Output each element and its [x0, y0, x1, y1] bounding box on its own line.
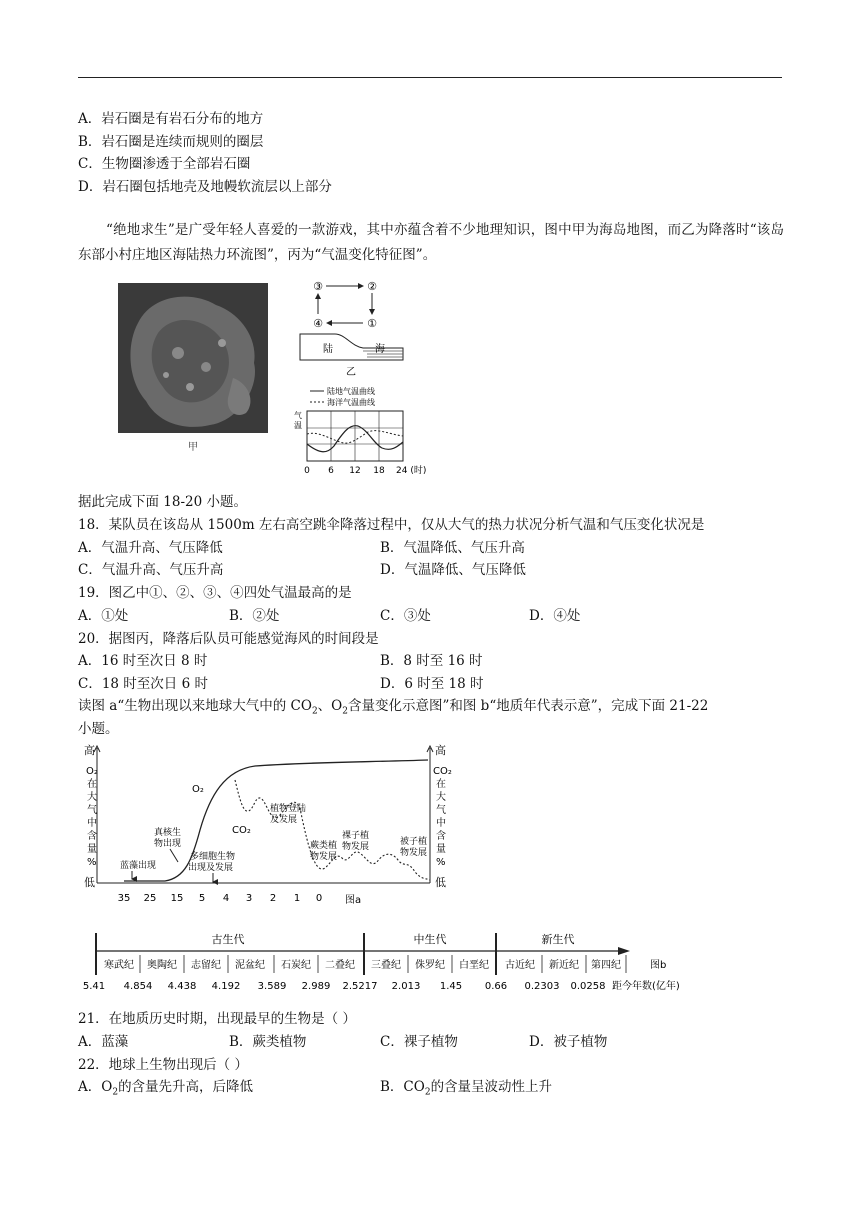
svg-text:裸子植: 裸子植: [342, 831, 370, 841]
point-1: ①: [367, 317, 377, 330]
svg-text:6: 6: [328, 466, 334, 476]
q17-option-d: D．岩石圈包括地壳及地幔软流层以上部分: [78, 179, 332, 195]
svg-text:3.589: 3.589: [257, 981, 287, 992]
q18-stem: 18．某队员在该岛从 1500m 左右高空跳伞降落过程中，仅从大气的热力状况分析气温和气压变化状况是: [78, 517, 705, 533]
y-label-1: 气: [294, 411, 302, 420]
figure-b-geologic-timescale: [78, 927, 698, 997]
svg-text:物发展: 物发展: [310, 852, 338, 862]
svg-text:寒武纪: 寒武纪: [104, 960, 134, 971]
figure-b-caption: 图b: [650, 960, 667, 971]
land-label: 陆: [323, 344, 333, 355]
co2-curve: [235, 780, 430, 880]
era-mesozoic: 中生代: [413, 933, 447, 946]
point-3: ③: [313, 280, 323, 293]
o2-label: O₂: [192, 784, 204, 795]
q20-option-b: B．8 时至 16 时: [380, 653, 483, 669]
figure-yi-label: 乙: [346, 367, 356, 378]
q19-option-a: A．①处: [78, 608, 129, 624]
svg-text:3: 3: [245, 893, 253, 904]
svg-text:18: 18: [373, 466, 385, 476]
figure-jia-label: 甲: [188, 442, 198, 453]
svg-text:25: 25: [143, 893, 157, 904]
svg-text:奥陶纪: 奥陶纪: [147, 960, 177, 971]
sea-label: 海: [375, 344, 385, 355]
svg-text:大: 大: [87, 792, 97, 803]
right-high: 高: [435, 744, 446, 757]
svg-text:出现及发展: 出现及发展: [188, 863, 234, 873]
svg-text:三叠纪: 三叠纪: [371, 960, 401, 971]
svg-text:侏罗纪: 侏罗纪: [415, 960, 445, 971]
legend-land: 陆地气温曲线: [327, 387, 375, 396]
right-low: 低: [435, 876, 446, 889]
svg-text:量: 量: [87, 844, 97, 855]
q20-option-a: A．16 时至次日 8 时: [78, 653, 208, 669]
svg-text:古近纪: 古近纪: [505, 960, 535, 971]
svg-text:2.989: 2.989: [301, 981, 331, 992]
svg-text:物发展: 物发展: [400, 848, 428, 858]
y-label-2: 温: [294, 421, 302, 430]
q21-stem: 21．在地质历史时期，出现最早的生物是（ ）: [78, 1011, 356, 1027]
svg-text:12: 12: [349, 466, 361, 476]
svg-text:新近纪: 新近纪: [549, 960, 579, 971]
svg-text:4: 4: [222, 893, 230, 904]
figure-b-axis-label: 距今年数(亿年): [612, 981, 680, 992]
svg-text:量: 量: [436, 844, 446, 855]
left-low: 低: [84, 876, 95, 889]
svg-text:及发展: 及发展: [270, 815, 298, 825]
point-2: ②: [367, 280, 377, 293]
figure-yi-circulation: [295, 278, 407, 378]
svg-text:被子植: 被子植: [400, 837, 428, 847]
svg-text:蕨类植: 蕨类植: [310, 841, 338, 851]
q19-option-d: D．④处: [529, 608, 581, 624]
svg-text:多细胞生物: 多细胞生物: [190, 852, 236, 862]
q20-stem: 20．据图丙，降落后队员可能感觉海风的时间段是: [78, 631, 379, 647]
svg-text:中: 中: [87, 818, 97, 829]
figure-a-caption: 图a: [345, 895, 362, 906]
q22-stem: 22．地球上生物出现后（ ）: [78, 1057, 248, 1073]
intro-paragraph-1: “绝地求生”是广受年轻人喜爱的一款游戏，其中亦蕴含着不少地理知识，图中甲为海岛地图，而乙为降落时“该岛东部小村庄地区海陆热力环流图”，丙为“气温变化特征图”。: [78, 222, 784, 263]
figure-bing-temperature: [292, 386, 428, 478]
svg-text:O₂: O₂: [86, 766, 98, 777]
era-paleozoic: 古生代: [211, 933, 245, 946]
q21-option-a: A．蓝藻: [78, 1034, 129, 1050]
q19-option-b: B．②处: [229, 608, 280, 624]
svg-text:物出现: 物出现: [154, 839, 182, 849]
q18-option-a: A．气温升高、气压降低: [78, 540, 223, 556]
svg-text:15: 15: [170, 893, 184, 904]
q20-option-d: D．6 时至 18 时: [380, 676, 484, 692]
q17-option-c: C．生物圈渗透于全部岩石圈: [78, 156, 251, 172]
q18-option-b: B．气温降低、气压升高: [380, 540, 525, 556]
svg-text:志留纪: 志留纪: [191, 960, 221, 971]
lanzao-label: 蓝藻出现: [120, 861, 157, 871]
era-cenozoic: 新生代: [541, 933, 575, 946]
svg-text:含: 含: [436, 831, 446, 842]
q21-option-b: B．蕨类植物: [229, 1034, 307, 1050]
svg-text:含: 含: [87, 831, 97, 842]
svg-text:0.0258: 0.0258: [570, 981, 606, 992]
svg-text:气: 气: [436, 805, 446, 816]
intro-paragraph-2: 读图 a“生物出现以来地球大气中的 $CO_2$、$O_2$含量变化示意图”和图 b“地质年代表示意”，完成下面 21-22: [78, 698, 709, 717]
svg-text:4.192: 4.192: [211, 981, 241, 992]
svg-text:2.013: 2.013: [391, 981, 421, 992]
svg-text:5.41: 5.41: [82, 981, 106, 992]
svg-text:24 (时): 24 (时): [396, 466, 427, 476]
svg-text:0: 0: [304, 466, 310, 476]
lead-18-20: 据此完成下面 18-20 小题。: [78, 494, 248, 510]
svg-text:35: 35: [117, 893, 131, 904]
svg-text:第四纪: 第四纪: [591, 960, 621, 971]
svg-text:真核生: 真核生: [154, 828, 182, 838]
figure-jia-island-map: [118, 283, 270, 455]
svg-text:在: 在: [87, 779, 97, 790]
q20-option-c: C．18 时至次日 6 时: [78, 676, 208, 692]
intro-paragraph-2-end: 小题。: [78, 721, 119, 737]
svg-text:4.438: 4.438: [167, 981, 197, 992]
svg-text:5: 5: [198, 893, 206, 904]
svg-text:气: 气: [87, 805, 97, 816]
q17-option-b: B．岩石圈是连续而规则的圈层: [78, 134, 264, 150]
svg-text:0.2303: 0.2303: [524, 981, 560, 992]
svg-text:%: %: [436, 857, 446, 868]
svg-text:0.66: 0.66: [484, 981, 508, 992]
figure-a-atmosphere-chart: [80, 740, 452, 908]
q19-option-c: C．③处: [380, 608, 431, 624]
svg-text:植物登陆: 植物登陆: [270, 804, 307, 814]
svg-text:%: %: [87, 857, 97, 868]
svg-text:CO₂: CO₂: [433, 766, 452, 777]
q21-option-d: D．被子植物: [529, 1034, 608, 1050]
left-high: 高: [84, 744, 95, 757]
svg-text:二叠纪: 二叠纪: [325, 960, 355, 971]
svg-text:2: 2: [269, 893, 277, 904]
q22-option-a: A．$O_2$的含量先升高，后降低: [78, 1079, 254, 1098]
svg-text:4.854: 4.854: [123, 981, 153, 992]
svg-text:1: 1: [293, 893, 301, 904]
svg-text:大: 大: [436, 792, 446, 803]
point-4: ④: [313, 317, 323, 330]
q22-option-b: B．$CO_2$的含量呈波动性上升: [380, 1079, 553, 1098]
q17-option-a: A．岩石圈是有岩石分布的地方: [78, 111, 264, 127]
q18-option-d: D．气温降低、气压降低: [380, 562, 526, 578]
svg-text:1.45: 1.45: [439, 981, 463, 992]
svg-text:2.5217: 2.5217: [342, 981, 378, 992]
svg-text:泥盆纪: 泥盆纪: [235, 960, 265, 971]
co2-label: CO₂: [232, 825, 251, 836]
svg-text:中: 中: [436, 818, 446, 829]
svg-text:白垩纪: 白垩纪: [459, 960, 489, 971]
legend-sea: 海洋气温曲线: [327, 398, 375, 407]
q18-option-c: C．气温升高、气压升高: [78, 562, 224, 578]
svg-text:在: 在: [436, 779, 446, 790]
q19-stem: 19．图乙中①、②、③、④四处气温最高的是: [78, 585, 352, 601]
svg-text:石炭纪: 石炭纪: [281, 960, 311, 971]
q21-option-c: C．裸子植物: [380, 1034, 458, 1050]
header-rule: [78, 77, 782, 78]
svg-text:物发展: 物发展: [342, 842, 370, 852]
svg-text:0: 0: [315, 893, 323, 904]
